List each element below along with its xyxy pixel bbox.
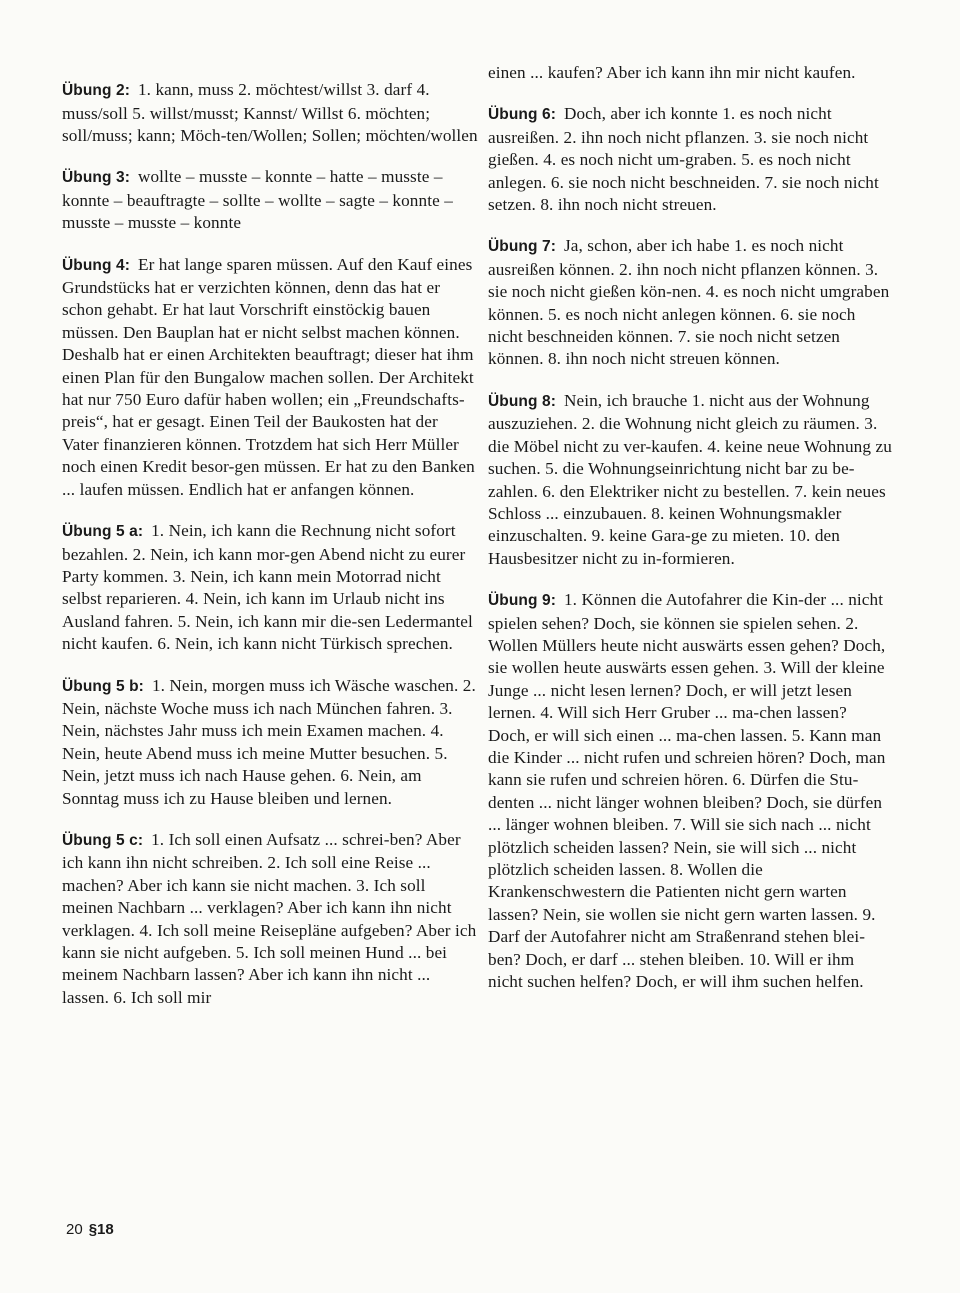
exercise-answer: wollte – musste – konnte – hatte – musste – konnte – beauftragte – sollte – wollte – sagte – konnte – musste – musste – konnte xyxy=(62,167,453,233)
exercise-answer: 1. kann, muss 2. möchtest/willst 3. darf 4. muss/soll 5. willst/musst; Kannst/ Willst 6. möchten; soll/muss; kann; Möch-ten/Wollen; Sollen; möchten/wollen xyxy=(62,80,478,145)
left-column xyxy=(62,62,478,1028)
exercise-label: Übung 4: xyxy=(62,256,130,274)
exercise-answer: Doch, aber ich konnte 1. es noch nicht ausreißen. 2. ihn noch nicht pflanzen. 3. sie noch nicht gießen. 4. es noch nicht um-graben. 5. es noch nicht anlegen. 6. sie noch nicht beschneiden. 7. sie noch nicht setzen. 8. ihn noch nicht streuen. xyxy=(488,104,879,215)
exercise-6 xyxy=(488,103,892,216)
exercise-5a xyxy=(62,520,478,655)
exercise-label: Übung 8: xyxy=(488,392,556,410)
exercise-3 xyxy=(62,166,478,234)
exercise-label: Übung 3: xyxy=(62,169,130,187)
exercise-label: Übung 2: xyxy=(62,82,130,100)
exercise-answer: 1. Können die Autofahrer die Kin-der ... nicht spielen sehen? Doch, sie können sie spielen sehen. 2. Wollen Müllers heute nicht auswärts essen gehen? Doch, sie wollen heute auswärts essen gehen. 3. Will der kleine Junge ... nicht lesen lernen? Doch, er will jetzt lesen lernen. 4. Will sich Herr Gruber ... ma-chen lassen? Doch, er will sich einen ... ma-chen lassen. 5. Kann man die Kinder ... nicht rufen und schreien hören? Doch, man kann sie rufen und schreien hören. 6. Dürfen die Stu-denten ... nicht länger wohnen bleiben? Doch, sie dürfen ... länger wohnen bleiben. 7. Will sie sich nach ... nicht plötzlich scheiden lassen? Nein, sie will sich ... nicht plötzlich scheiden lassen. 8. Wollen die Krankenschwestern die Patienten nicht gern warten lassen? Nein, sie wollen sie nicht gern warten lassen. 9. Darf der Autofahrer nicht am Straßenrand stehen blei-ben? Doch, er darf ... stehen bleiben. 10. Will er ihm nicht suchen helfen? Doch, er will ihm suchen helfen. xyxy=(488,590,886,992)
exercise-answer: Ja, schon, aber ich habe 1. es noch nicht ausreißen können. 2. ihn noch nicht pflanzen können. 3. sie noch nicht gießen kön-nen. 4. es noch nicht umgraben können. 5. es noch nicht anlegen können. 6. sie noch nicht beschneiden können. 7. sie noch nicht setzen können. 8. ihn noch nicht streuen können. xyxy=(488,236,890,369)
exercise-9 xyxy=(488,589,892,993)
exercise-label: Übung 7: xyxy=(488,238,556,256)
exercise-4 xyxy=(62,254,478,501)
exercise-answer: 1. Ich soll einen Aufsatz ... schrei-ben? Aber ich kann ihn nicht schreiben. 2. Ich soll eine Reise ... machen? Aber ich kann sie nicht machen. 3. Ich soll meinen Nachbarn ... verklagen? Aber ich kann ihn nicht verklagen. 4. Ich soll meine Reisepläne aufgeben? Aber ich kann sie nicht aufgeben. 5. Ich soll meinen Hund ... bei meinem Nachbarn lassen? Aber ich kann ihn nicht ... lassen. 6. Ich soll mir xyxy=(62,829,477,1007)
exercise-answer: 1. Nein, morgen muss ich Wäsche waschen. 2. Nein, nächste Woche muss ich nach München fahren. 3. Nein, nächstes Jahr muss ich mein Examen machen. 4. Nein, heute Abend muss ich meine Mutter besuchen. 5. Nein, jetzt muss ich nach Hause gehen. 6. Nein, am Sonntag muss ich zu Hause bleiben und lernen. xyxy=(62,675,476,808)
exercise-2 xyxy=(62,79,478,147)
exercise-label: Übung 5 b: xyxy=(62,677,144,695)
exercise-label: Übung 5 a: xyxy=(62,523,144,541)
exercise-answer: Er hat lange sparen müssen. Auf den Kauf eines Grundstücks hat er verzichten können, denn das hat er schon gehabt. Er hat laut Vorschrift einstöckig bauen müssen. Den Bauplan hat er nicht selbst machen können. Deshalb hat er einen Architekten beauftragt; dieser hat ihm einen Plan für den Bungalow machen sollen. Der Architekt hat nur 750 Euro dafür haben wollen; ein „Freundschafts-preis“, hat er gesagt. Einen Teil der Baukosten hat der Vater finanzieren können. Trotzdem hat sich Herr Müller noch einen Kredit besor-gen müssen. Er hat zu den Banken ... laufen müssen. Endlich hat er anfangen können. xyxy=(62,254,475,499)
page-footer xyxy=(66,1221,114,1238)
exercise-answer: Nein, ich brauche 1. nicht aus der Wohnung auszuziehen. 2. die Wohnung nicht gleich zu räumen. 3. die Möbel nicht zu ver-kaufen. 4. keine neue Wohnung zu suchen. 5. die Wohnungseinrichtung nicht bar zu be-zahlen. 6. den Elektriker nicht zu bestellen. 7. kein neues Schloss ... einzubauen. 8. keinen Wohnungsmakler einzuschalten. 9. keine Gara-ge zu mieten. 10. den Hausbesitzer nicht zu in-formieren. xyxy=(488,390,892,568)
exercise-8 xyxy=(488,390,892,570)
exercise-label: Übung 6: xyxy=(488,106,556,124)
right-column xyxy=(488,62,892,1012)
exercise-label: Übung 5 c: xyxy=(62,831,144,849)
exercise-label: Übung 9: xyxy=(488,592,556,610)
exercise-answer: einen ... kaufen? Aber ich kann ihn mir nicht kaufen. xyxy=(488,63,856,82)
section-marker: §18 xyxy=(88,1221,114,1238)
exercise-5b xyxy=(62,675,478,810)
exercise-5c xyxy=(62,829,478,1009)
exercise-5c-continued xyxy=(488,62,892,84)
page-number: 20 xyxy=(66,1221,83,1238)
exercise-answer: 1. Nein, ich kann die Rechnung nicht sofort bezahlen. 2. Nein, ich kann mor-gen Abend nicht zu eurer Party kommen. 3. Nein, ich kann mein Motorrad nicht selbst reparieren. 4. Nein, ich kann im Urlaub nicht ins Ausland fahren. 5. Nein, ich kann mir die-sen Ledermantel nicht kaufen. 6. Nein, ich kann nicht Türkisch sprechen. xyxy=(62,521,473,654)
exercise-7 xyxy=(488,235,892,370)
